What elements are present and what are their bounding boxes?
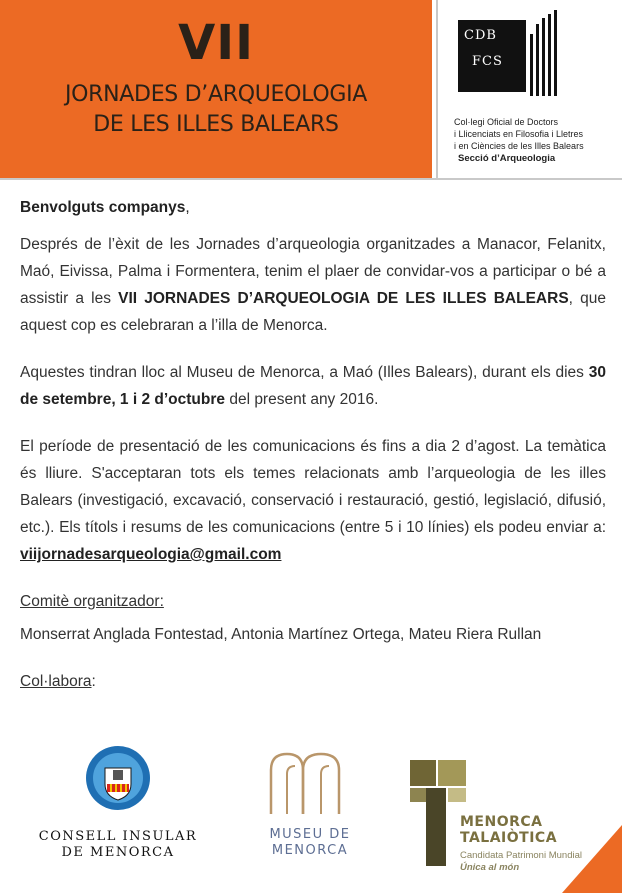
collabora-punct: : [91,673,96,690]
college-logo-panel [436,0,622,178]
cim-line-2: DE MENORCA [61,845,175,860]
dates-bold: 30 de setembre, 1 i 2 d’octubre [20,364,606,408]
collabora-label-text: Col·labora [20,673,92,690]
paragraph-submissions [20,433,606,568]
logo-letters-top: CDB [464,28,497,43]
event-title [0,14,432,140]
committee-label-text: Comitè organitzador: [20,593,164,610]
college-logo [458,20,526,92]
talaiotica-sub-2: Única al món [460,862,520,873]
dates-text: Aquestes tindran lloc al Museu de Menorca, a Maó (Illes Balears), durant els dies [20,364,589,381]
sponsor-logos [0,740,622,893]
header-banner [0,0,622,180]
edition-number: VII [178,15,254,71]
title-line-1: JORNADES D’ARQUEOLOGIA [64,82,368,107]
submissions-text: El període de presentació de les comunicacions és fins a dia 2 d’agost. La temàtica és lliure. S'acceptaran tots els temes relacionats amb l’arqueologia de les illes Balears (investigació, excavació, conservació i restauració, gestió, legislació, difusió, etc.). Els títols i resums de les comunicacions (entre 5 i 10 línies) els podeu enviar a: [20,438,606,536]
cim-line-1: CONSELL INSULAR [38,829,198,844]
museu-arches-icon [265,750,355,816]
museu-menorca-logo [255,750,365,859]
paragraph-dates [20,359,606,413]
cim-shield-icon [83,740,153,816]
college-name [454,116,584,165]
dates-text-end: del present any 2016. [225,391,379,408]
college-section: Secció d’Arqueologia [458,153,556,164]
consell-insular-logo [38,740,198,861]
header-divider [0,178,622,180]
committee-label [20,588,606,615]
email-link[interactable]: viijornadesarqueologia@gmail.com [20,546,282,563]
logo-bars [530,10,560,96]
intro-text: Després de l’èxit de les Jornades d’arqueologia organitzades a Manacor, Felanitx, Maó, Eivissa, Palma i Formentera, tenim el plaer de convidar-vos a participar o bé a assistir a les [20,236,606,307]
greeting [20,194,606,221]
college-line-1: Col·legi Oficial de Doctors [454,117,559,127]
logo-letters-bottom: FCS [472,54,503,69]
college-line-2: i Llicenciats en Filosofia i Lletres [454,129,584,139]
museu-line-1: MUSEU DE [269,827,351,842]
paragraph-intro [20,231,606,339]
committee-names: Monserrat Anglada Fontestad, Antonia Martínez Ortega, Mateu Riera Rullan [20,626,542,643]
title-line-2: DE LES ILLES BALEARS [93,112,339,137]
museu-line-2: MENORCA [271,843,349,858]
letter-body [20,194,606,695]
greeting-text: Benvolguts companys [20,199,186,216]
taula-monument-icon [408,758,468,868]
title-panel [0,0,432,178]
talaiotica-title [460,814,557,846]
talaiotica-sub-1: Candidata Patrimoni Mundial [460,850,582,861]
corner-triangle [562,825,622,893]
greeting-punct: , [185,199,190,216]
event-name-bold: VII JORNADES D’ARQUEOLOGIA DE LES ILLES BALEARS [118,290,569,307]
intro-text-end: , que aquest cop es celebraran a l’illa de Menorca. [20,290,606,334]
collabora-label [20,668,606,695]
talaiotica-line-1: MENORCA [460,814,543,830]
college-line-3: i en Ciències de les Illes Balears [454,141,584,151]
talaiotica-line-2: TALAIÒTICA [460,830,558,846]
